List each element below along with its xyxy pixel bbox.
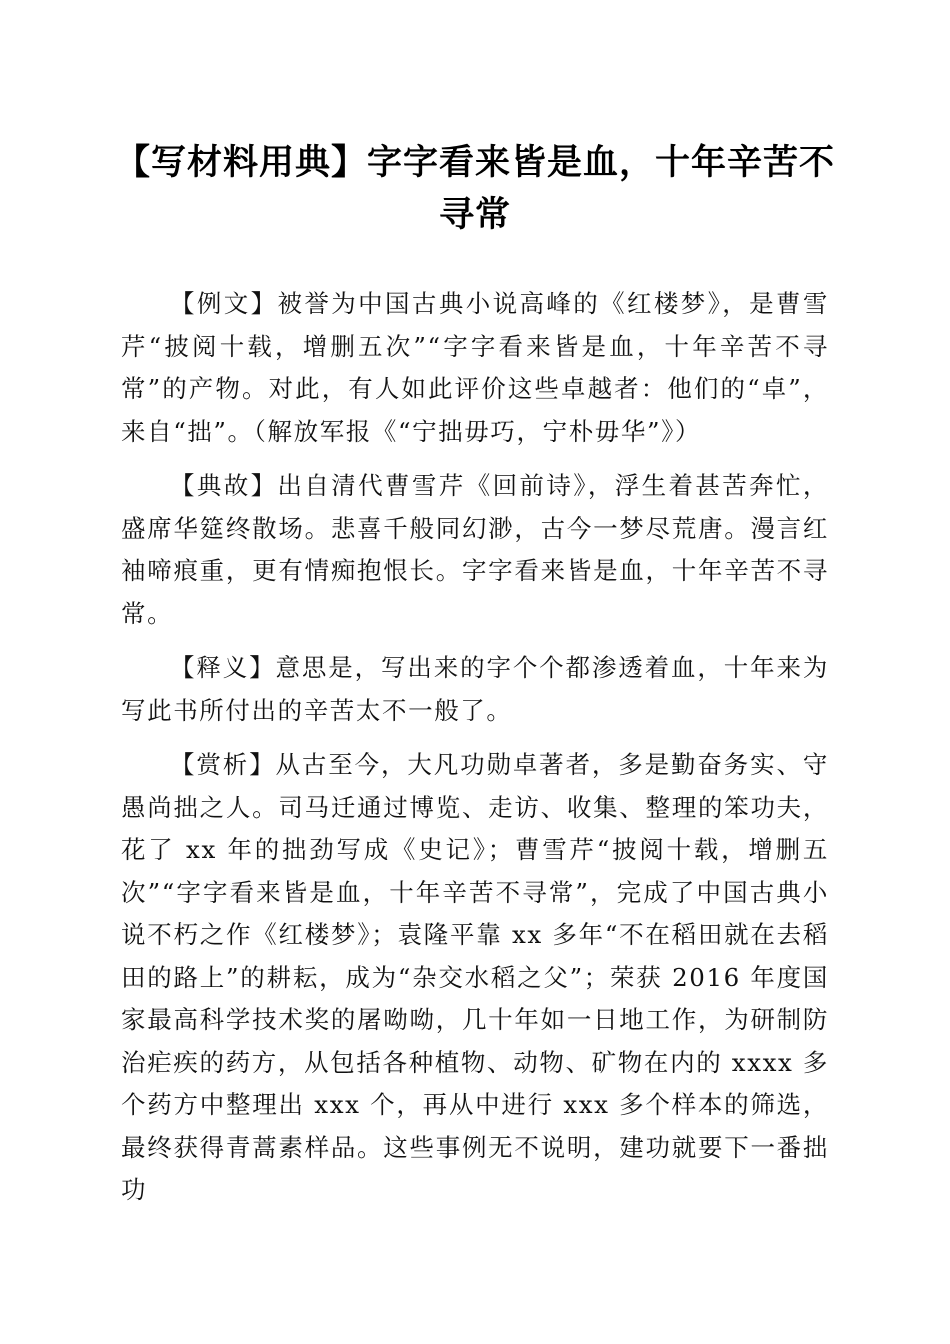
paragraph-example [121, 283, 829, 453]
paragraph-text: 从古至今，大凡功勋卓著者，多是勤奋务实、守愚尚拙之人。司马迁通过博览、走访、收集、整理的笨功夫，花了 xx 年的拙劲写成《史记》；曹雪芹“披阅十载，增删五次”“字字看来皆是血，十年辛苦不寻常”，完成了中国古典小说不朽之作《红楼梦》；袁隆平靠 xx 多年“不在稻田就在去稻田的路上”的耕耘，成为“杂交水稻之父”；荣获 2016 年度国家最高科学技术奖的屠呦呦，几十年如一日地工作，为研制防治疟疾的药方，从包括各种植物、动物、矿物在内的 xxxx 多个药方中整理出 xxx 个，再从中进行 xxx 多个样本的筛选，最终获得青蒿素样品。这些事例无不说明，建功就要下一番拙功 [121, 750, 829, 1204]
paragraph-analysis [121, 744, 829, 1212]
paragraph-allusion [121, 465, 829, 635]
paragraph-meaning [121, 647, 829, 732]
paragraph-tag: 【赏析】 [170, 750, 276, 779]
paragraph-text: 意思是，写出来的字个个都渗透着血，十年来为写此书所付出的辛苦太不一般了。 [121, 653, 829, 725]
paragraph-text: 被誉为中国古典小说高峰的《红楼梦》，是曹雪芹“披阅十载，增删五次”“字字看来皆是血，十年辛苦不寻常”的产物。对此，有人如此评价这些卓越者：他们的“卓”，来自“拙”。（解放军报《“宁拙毋巧，宁朴毋华”》） [121, 289, 829, 446]
document-title: 【写材料用典】字字看来皆是血，十年辛苦不寻常 [114, 142, 835, 235]
paragraph-tag: 【释义】 [170, 653, 276, 682]
paragraph-text: 出自清代曹雪芹《回前诗》，浮生着甚苦奔忙，盛席华筵终散场。悲喜千般同幻渺，古今一梦尽荒唐。漫言红袖啼痕重，更有情痴抱恨长。字字看来皆是血，十年辛苦不寻常。 [121, 471, 829, 628]
paragraph-tag: 【典故】 [170, 471, 278, 500]
document-body [121, 283, 829, 1224]
paragraph-tag: 【例文】 [170, 289, 278, 318]
